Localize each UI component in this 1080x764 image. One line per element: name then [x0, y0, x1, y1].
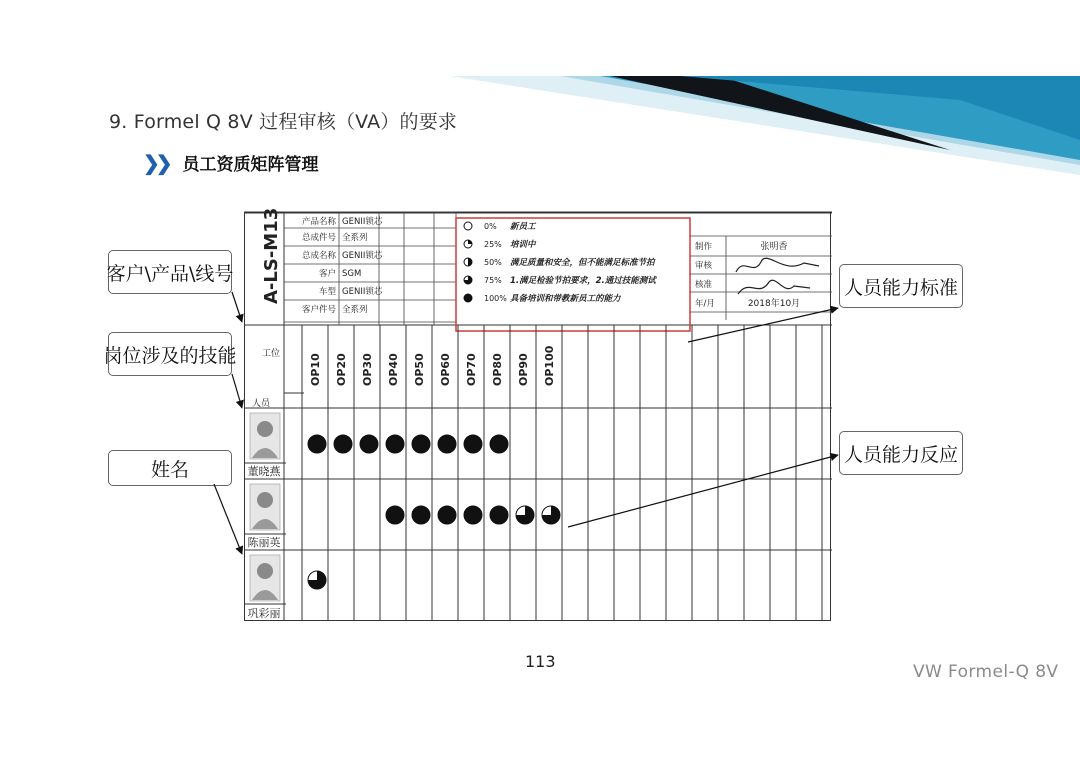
header-row-value: 全系列 — [342, 233, 368, 243]
station-label: OP50 — [413, 353, 426, 386]
header-row-value: 全系列 — [342, 305, 368, 315]
arrow-line — [232, 374, 242, 408]
callout-response: 人员能力反应 — [839, 431, 963, 475]
header-row-label: 车型 — [318, 287, 336, 297]
arrow-line — [232, 292, 242, 322]
page-number: 113 — [525, 652, 556, 671]
legend-description: 1.满足检验节拍要求，2.通过技能测试 — [510, 276, 656, 286]
header-row-label: 客户 — [318, 269, 336, 279]
signoff-value: 张明香 — [760, 242, 788, 252]
legend-description: 培训中 — [510, 240, 536, 250]
doc-code: A-LS-M13 — [261, 208, 282, 304]
signoff-label: 制作 — [695, 242, 713, 252]
header-row-value: GENII锁芯 — [342, 217, 383, 227]
double-chevron-icon: ❯❯ — [143, 150, 169, 175]
arrow-line — [568, 455, 838, 527]
header-row-label: 总成件号 — [301, 233, 336, 243]
signoff-label: 审核 — [695, 261, 713, 271]
callout-name: 姓名 — [108, 450, 232, 486]
legend-percent: 75% — [484, 276, 502, 285]
header-row-value: GENII锁芯 — [342, 287, 383, 297]
signoff-label: 年/月 — [695, 299, 715, 309]
employee-name: 董晓燕 — [247, 465, 281, 478]
legend-description: 新员工 — [510, 222, 536, 232]
callout-customer-product-line: 客户\产品\线号 — [108, 250, 232, 294]
station-label: OP90 — [517, 353, 530, 386]
header-row-label: 总成名称 — [301, 251, 336, 261]
callout-standard: 人员能力标准 — [839, 264, 963, 308]
station-label: OP60 — [439, 353, 452, 386]
header-row-value: SGM — [342, 269, 362, 279]
signoff-value: 2018年10月 — [747, 299, 801, 309]
station-label: OP10 — [309, 353, 322, 386]
station-label: OP30 — [361, 353, 374, 386]
slide-title: 9. Formel Q 8V 过程审核（VA）的要求 — [109, 111, 458, 133]
signoff-label: 核准 — [695, 280, 713, 290]
legend-percent: 0% — [484, 222, 497, 231]
arrow-line — [214, 484, 242, 554]
legend-description: 满足质量和安全，但不能满足标准节拍 — [510, 258, 655, 268]
person-header: 人员 — [252, 399, 271, 409]
legend-percent: 100% — [484, 294, 507, 303]
subtitle-text: 员工资质矩阵管理 — [182, 155, 319, 175]
header-row-value: GENII锁芯 — [342, 251, 383, 261]
callout-position-skills: 岗位涉及的技能 — [108, 332, 232, 376]
station-label: OP20 — [335, 353, 348, 386]
station-label: OP80 — [491, 353, 504, 386]
station-header: 工位 — [261, 349, 280, 359]
brand-footer: VW Formel-Q 8V — [913, 662, 1059, 682]
station-label: OP40 — [387, 353, 400, 386]
legend-description: 具备培训和带教新员工的能力 — [510, 294, 621, 304]
station-label: OP100 — [543, 345, 556, 386]
header-row-label: 产品名称 — [301, 217, 336, 227]
station-label: OP70 — [465, 353, 478, 386]
legend-percent: 50% — [484, 258, 502, 267]
arrow-line — [688, 308, 838, 342]
legend-percent: 25% — [484, 240, 502, 249]
header-row-label: 客户件号 — [301, 305, 336, 315]
employee-name: 巩彩丽 — [247, 607, 281, 620]
employee-name: 陈丽英 — [247, 536, 281, 549]
